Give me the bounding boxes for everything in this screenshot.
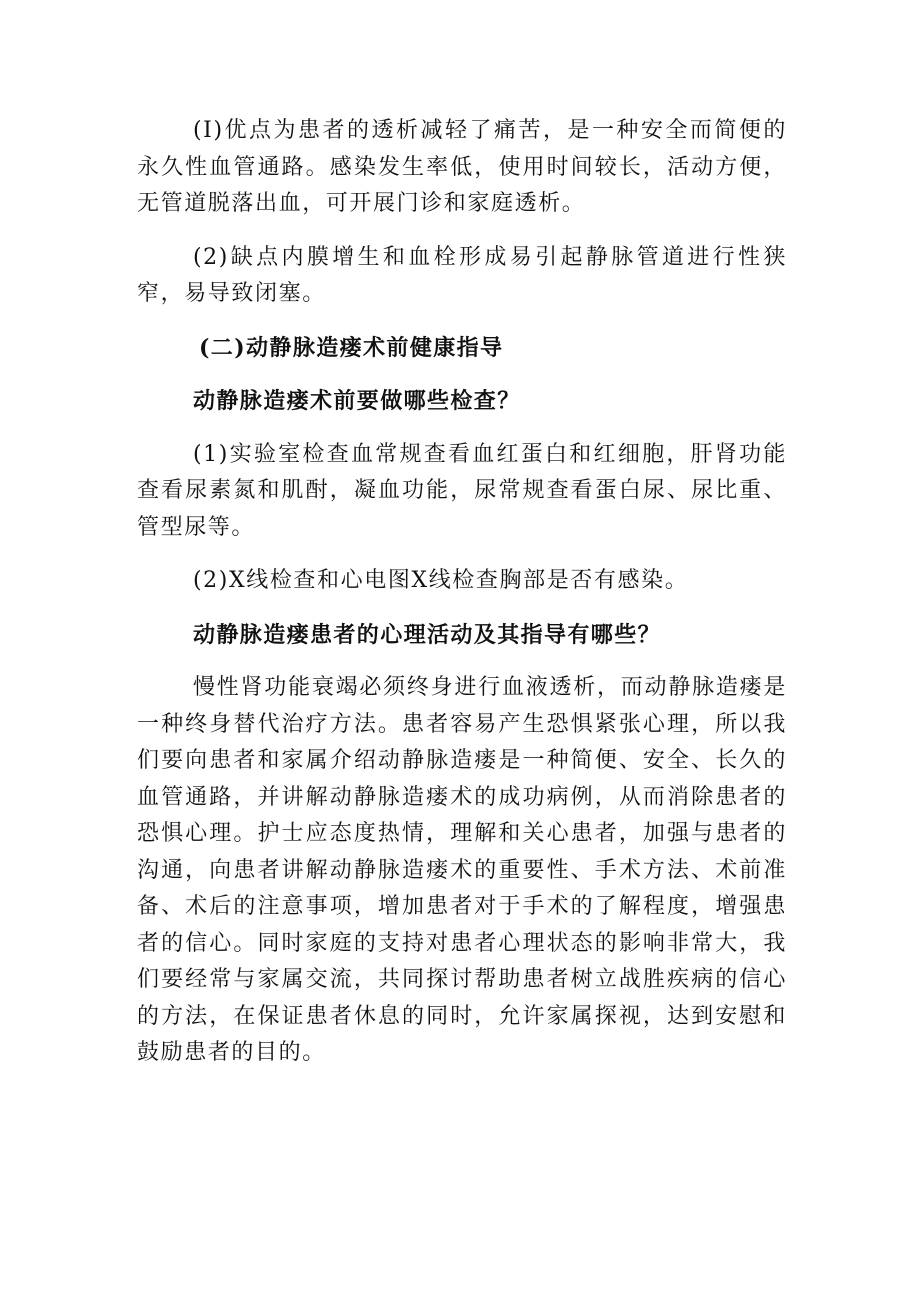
question-heading-preop-exams: 动静脉造瘘术前要做哪些检查？ (193, 388, 521, 414)
document-body (137, 113, 787, 1072)
paragraph-xray-ecg: (2)X线检查和心电图X线检查胸部是否有感染。 (193, 568, 689, 593)
paragraph-psychological-guidance: 慢性肾功能衰竭必须终身进行血液透析，而动静脉造瘘是一种终身替代治疗方法。患者容易产生恐惧紧张心理，所以我们要向患者和家属介绍动静脉造瘘是一种简便、安全、长久的血管通路，并讲解动静脉造瘘术的成功病例，从而消除患者的恐惧心理。护士应态度热情，理解和关心患者，加强与患者的沟通，向患者讲解动静脉造瘘术的重要性、手术方法、术前准备、术后的注意事项，增加患者对于手术的了解程度，增强患者的信心。同时家庭的支持对患者心理状态的影响非常大，我们要经常与家属交流，共同探讨帮助患者树立战胜疾病的信心的方法，在保证患者休息的同时，允许家属探视，达到安慰和鼓励患者的目的。 (137, 675, 787, 1065)
paragraph-lab-tests: (1)实验室检查血常规查看血红蛋白和红细胞，肝肾功能查看尿素氮和肌酎，凝血功能，尿常规查看蛋白尿、尿比重、管型尿等。 (137, 441, 787, 540)
question-heading-psychology: 动静脉造瘘患者的心理活动及其指导有哪些？ (193, 621, 662, 648)
paragraph-advantages: (I)优点为患者的透析减轻了痛苦，是一种安全而简便的永久性血管通路。感染发生率低，使用时间较长，活动方便，无管道脱落出血，可开展门诊和家庭透析。 (137, 118, 787, 216)
section-heading: (二)动静脉造瘘术前健康指导 (199, 334, 504, 361)
paragraph-disadvantages: (2)缺点内膜增生和血栓形成易引起静脉管道进行性狭窄，易导致闭塞。 (137, 244, 787, 306)
